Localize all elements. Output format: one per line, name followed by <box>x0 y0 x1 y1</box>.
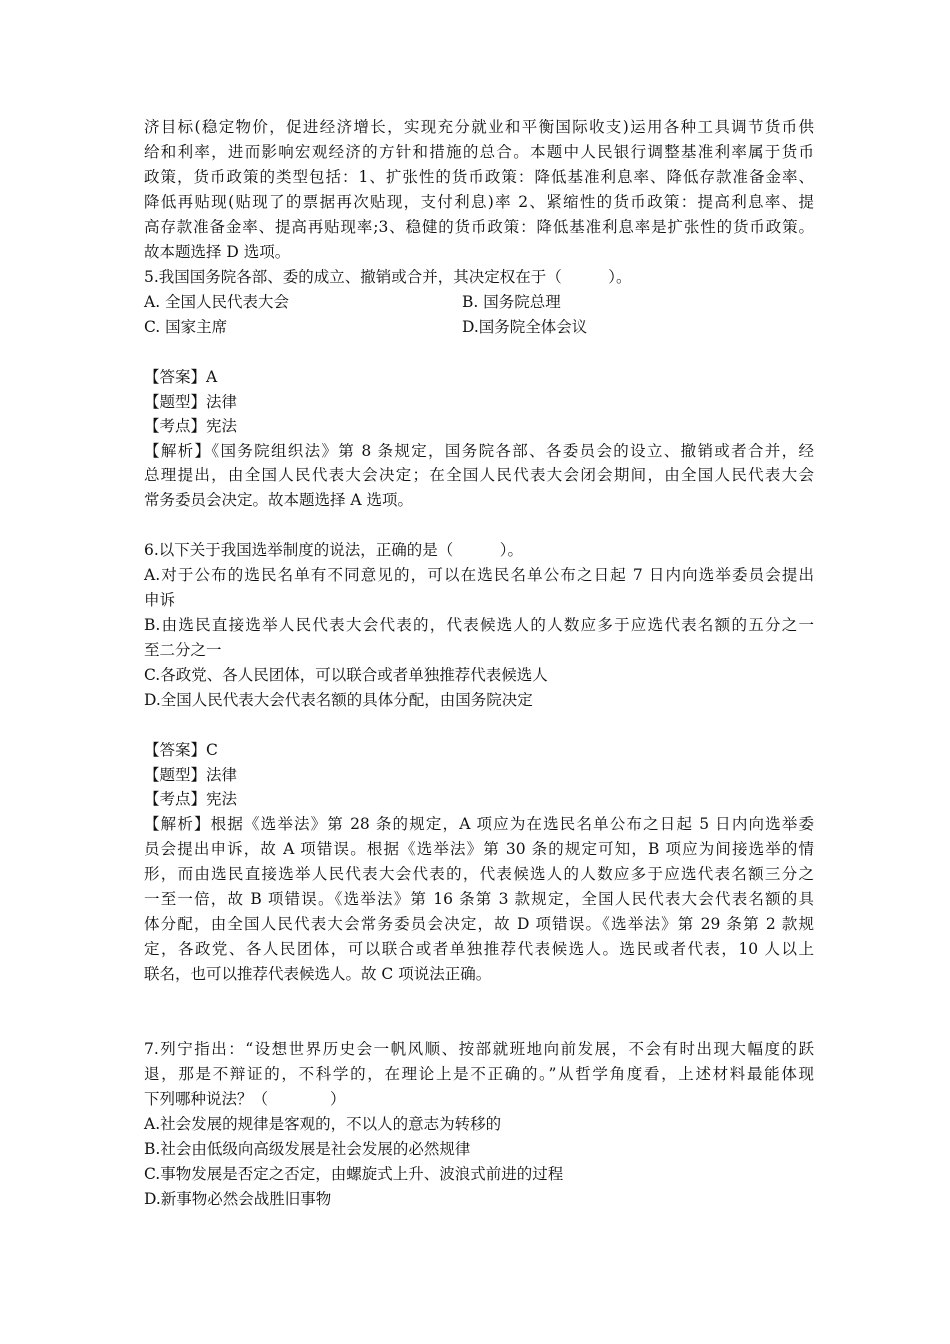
option-a: A. 全国人民代表大会 <box>144 293 290 311</box>
question-5-text: 5.我国国务院各部、委的成立、撤销或合并，其决定权在于（ ）。 <box>144 268 632 286</box>
intro-line: 高存款准备金率、提高再贴现率;3、稳健的货币政策：降低基准利息率是扩张性的货币政策。 <box>144 218 814 236</box>
option-line: 至二分之一 <box>144 641 222 659</box>
option-line: D.全国人民代表大会代表名额的具体分配，由国务院决定 <box>144 691 533 709</box>
analysis-line: 一至一倍，故 B 项错误。《选举法》第 16 条第 3 款规定，全国人民代表大会代表名额的具 <box>144 890 814 908</box>
question-7-text: 下列哪种说法？（ ） <box>144 1090 346 1108</box>
option-line: B.社会由低级向高级发展是社会发展的必然规律 <box>144 1140 471 1158</box>
analysis-line: 【解析】根据《选举法》第 28 条的规定，A 项应为在选民名单公布之日起 5 日内向选举委 <box>144 815 814 833</box>
option-line: 申诉 <box>144 591 176 609</box>
option-c: C. 国家主席 <box>144 318 228 336</box>
answer-label: 【答案】C <box>144 741 218 759</box>
analysis-line: 定，各政党、各人民团体，可以联合或者单独推荐代表候选人。选民或者代表，10 人以上 <box>144 940 814 958</box>
option-line: A.社会发展的规律是客观的，不以人的意志为转移的 <box>144 1115 502 1133</box>
option-b: B. 国务院总理 <box>462 293 561 311</box>
option-line: A.对于公布的选民名单有不同意见的，可以在选民名单公布之日起 7 日内向选举委员会提出 <box>144 566 814 584</box>
question-6-text: 6.以下关于我国选举制度的说法，正确的是（ ）。 <box>144 541 524 559</box>
answer-label: 【答案】A <box>144 368 218 386</box>
point-label: 【考点】宪法 <box>144 790 238 808</box>
type-label: 【题型】法律 <box>144 766 238 784</box>
intro-line: 降低再贴现(贴现了的票据再次贴现，支付利息)率 2、紧缩性的货币政策：提高利息率、提 <box>144 193 814 211</box>
question-7-text: 退，那是不辩证的，不科学的，在理论上是不正确的。”从哲学角度看，上述材料最能体现 <box>144 1065 814 1083</box>
option-line: C.各政党、各人民团体，可以联合或者单独推荐代表候选人 <box>144 666 548 684</box>
intro-line: 济目标(稳定物价，促进经济增长，实现充分就业和平衡国际收支)运用各种工具调节货币供 <box>144 118 814 136</box>
intro-line: 给和利率，进而影响宏观经济的方针和措施的总合。本题中人民银行调整基准利率属于货币 <box>144 143 814 161</box>
type-label: 【题型】法律 <box>144 393 238 411</box>
analysis-line: 体分配，由全国人民代表大会常务委员会决定，故 D 项错误。《选举法》第 29 条第 2 款规 <box>144 915 814 933</box>
question-5-options-row-1 <box>144 290 814 314</box>
analysis-line: 员会提出申诉，故 A 项错误。根据《选举法》第 30 条的规定可知，B 项应为间接选举的情 <box>144 840 814 858</box>
analysis-line: 常务委员会决定。故本题选择 A 选项。 <box>144 491 414 509</box>
point-label: 【考点】宪法 <box>144 417 238 435</box>
question-5-options-row-2 <box>144 315 814 339</box>
option-line: D.新事物必然会战胜旧事物 <box>144 1190 332 1208</box>
analysis-line: 【解析】《国务院组织法》第 8 条规定，国务院各部、各委员会的设立、撤销或者合并，经 <box>144 442 814 460</box>
option-line: B.由选民直接选举人民代表大会代表的，代表候选人的人数应多于应选代表名额的五分之一 <box>144 616 814 634</box>
intro-line: 故本题选择 D 选项。 <box>144 243 291 261</box>
option-d: D.国务院全体会议 <box>462 318 588 336</box>
option-line: C.事物发展是否定之否定，由螺旋式上升、波浪式前进的过程 <box>144 1165 564 1183</box>
question-7-text: 7.列宁指出：“设想世界历史会一帆风顺、按部就班地向前发展，不会有时出现大幅度的跃 <box>144 1040 814 1058</box>
intro-line: 政策，货币政策的类型包括：1、扩张性的货币政策：降低基准利息率、降低存款准备金率、 <box>144 168 814 186</box>
analysis-line: 联名，也可以推荐代表候选人。故 C 项说法正确。 <box>144 965 492 983</box>
analysis-line: 形，而由选民直接选举人民代表大会代表的，代表候选人的人数应多于应选代表名额三分之 <box>144 865 814 883</box>
analysis-line: 总理提出，由全国人民代表大会决定；在全国人民代表大会闭会期间，由全国人民代表大会 <box>144 466 814 484</box>
